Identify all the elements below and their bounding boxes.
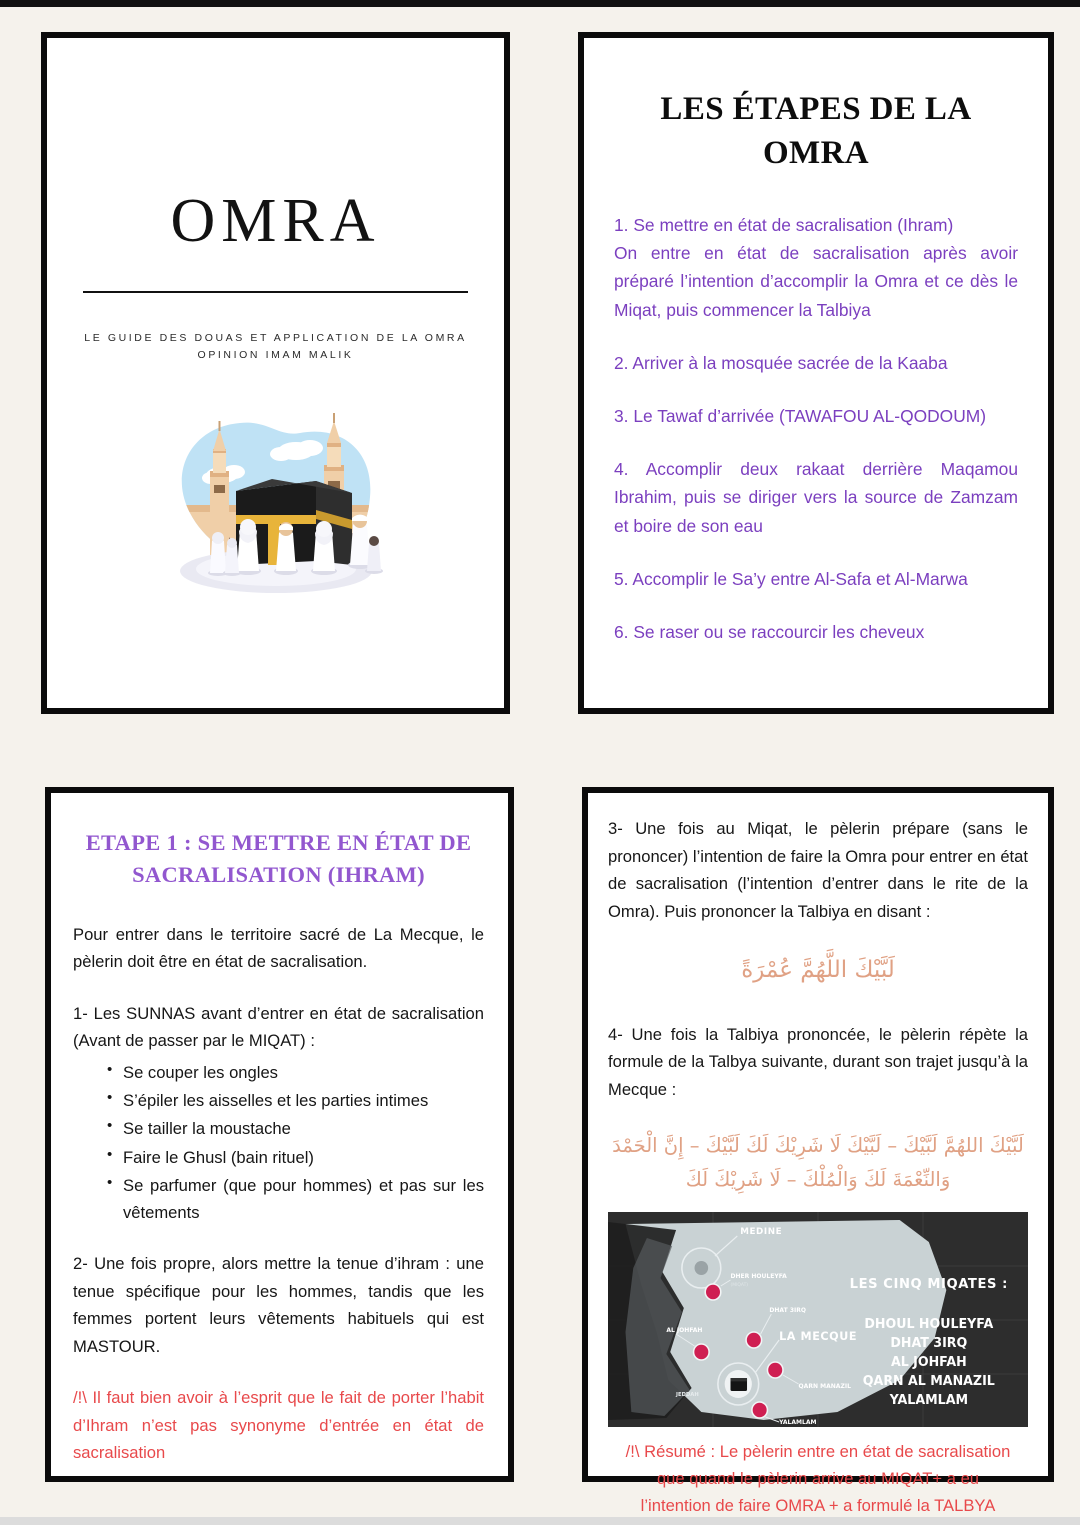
svg-text:LES CINQ MIQATES :: LES CINQ MIQATES : <box>849 1277 1008 1293</box>
step-item: 4. Accomplir deux rakaat derrière Maqamou Ibrahim, puis se diriger vers la source de Zamzam et boire de son eau <box>614 459 1018 536</box>
kaaba-pilgrims-icon <box>148 393 404 603</box>
miqat-summary-line-3: l’intention de faire OMRA + a formulé la TALBYA <box>640 1496 996 1516</box>
list-item: • Faire le Ghusl (bain rituel) <box>107 1144 484 1171</box>
step-item: 1. Se mettre en état de sacralisation (Ihram) On entre en état de sacralisation après avoir préparé l’intention d’accomplir la Omra et ce dès le Miqat, puis commencer la Talbiya <box>614 215 1018 320</box>
svg-text:YALAMLAM: YALAMLAM <box>779 1419 817 1427</box>
miqat-card <box>582 787 1054 1516</box>
svg-text:QARN MANAZIL: QARN MANAZIL <box>798 1383 851 1391</box>
sunnas-intro: 1- Les SUNNAS avant d’entrer en état de sacralisation (Avant de passer par le MIQAT) : <box>73 1003 484 1051</box>
svg-text:LA MECQUE: LA MECQUE <box>779 1329 858 1344</box>
svg-text:QARN AL MANAZIL: QARN AL MANAZIL <box>862 1374 995 1390</box>
steps-title: LES ÉTAPES DE LA OMRA <box>660 91 972 171</box>
steps-card <box>578 32 1054 714</box>
svg-text:DHER HOULEYFA: DHER HOULEYFA <box>730 1273 787 1281</box>
step-item: 6. Se raser ou se raccourcir les cheveux <box>614 621 925 642</box>
page-title: OMRA <box>170 187 381 255</box>
cover-subtitle-line-2: OPINION IMAM MALIK <box>197 349 354 362</box>
svg-text:JEDDAH: JEDDAH <box>676 1392 699 1399</box>
title-divider <box>83 291 468 293</box>
step-item: 5. Accomplir le Sa’y entre Al-Safa et Al-Marwa <box>614 568 968 589</box>
list-item: • Se couper les ongles <box>107 1059 484 1086</box>
page-top-strip <box>0 0 1080 7</box>
svg-text:(MIQAT): (MIQAT) <box>730 1283 749 1289</box>
cover-subtitle-line-1: LE GUIDE DES DOUAS ET APPLICATION DE LA OMRA <box>84 332 467 344</box>
arabic-talbiya-long <box>608 1129 1028 1196</box>
page-bottom-strip <box>0 1517 1080 1525</box>
svg-text:DHAT 3IRQ: DHAT 3IRQ <box>890 1336 968 1352</box>
svg-text:DHOUL HOULEYFA: DHOUL HOULEYFA <box>864 1317 994 1333</box>
svg-text:AL JOHFAH: AL JOHFAH <box>666 1327 703 1335</box>
list-item: • S’épiler les aisselles et les parties intimes <box>107 1087 484 1114</box>
list-item: • Se parfumer (que pour hommes) et pas sur les vêtements <box>107 1172 484 1226</box>
etape1-card <box>45 787 514 1482</box>
arabic-talbiya-short: لَبَّيْكَ اللَّهُمَّ عُمْرَةً <box>741 957 895 984</box>
sunnas-list <box>73 1059 484 1226</box>
miqat-summary-line-2: que quand le pèlerin arrive au MIQAT+ a eu <box>656 1469 980 1489</box>
svg-text:DHAT 3IRQ: DHAT 3IRQ <box>769 1307 807 1315</box>
miqat-summary-line-1: /!\ Résumé : Le pèlerin entre en état de sacralisation <box>625 1442 1011 1462</box>
step-item: 2. Arriver à la mosquée sacrée de la Kaaba <box>614 352 948 373</box>
cover-card <box>41 32 510 714</box>
miqates-map-image <box>608 1212 1028 1427</box>
arabic-talbiya-long-line-2: وَالنِّعْمَةَ لَكَ وَالْمُلْكَ – لَا شَرِيْكَ لَكَ <box>685 1167 951 1191</box>
etape1-warning: /!\ Il faut bien avoir à l’esprit que le fait de porter l’habit d’Ihram n’est pas synonyme d’entrée en état de sacralisation <box>73 1388 484 1463</box>
svg-text:AL JOHFAH: AL JOHFAH <box>890 1355 967 1371</box>
kaaba-illustration-wrap <box>83 393 468 603</box>
miqat-summary <box>608 1439 1028 1520</box>
svg-text:YALAMLAM: YALAMLAM <box>889 1393 969 1409</box>
step-item: 3. Le Tawaf d’arrivée (TAWAFOU AL-QODOUM) <box>614 406 987 427</box>
etape1-intro: Pour entrer dans le territoire sacré de La Mecque, le pèlerin doit être en état de sacralisation. <box>73 924 484 972</box>
cover-subtitle <box>83 330 468 365</box>
etape1-title: ETAPE 1 : SE METTRE EN ÉTAT DE SACRALISATION (IHRAM) <box>85 830 472 887</box>
etape1-point2: 2- Une fois propre, alors mettre la tenue d’ihram : une tenue spécifique pour les hommes, tandis que les femmes portent leurs vêtements habituels qui est MASTOUR. <box>73 1254 484 1356</box>
svg-text:MEDINE: MEDINE <box>740 1227 783 1238</box>
miqat-point4: 4- Une fois la Talbiya prononcée, le pèlerin répète la formule de la Talbya suivante, durant son trajet jusqu’à la Mecque : <box>608 1024 1028 1099</box>
miqat-point3: 3- Une fois au Miqat, le pèlerin prépare (sans le prononcer) l’intention de faire la Omra pour entrer en état de sacralisation (l’intention d’entrer dans le rite de la Omra). Puis prononcer la Talbiya en disant : <box>608 819 1028 921</box>
arabic-talbiya-long-line-1: لَبَّيْكَ اللهُمَّ لَبَّيْكَ – لَبَّيْكَ لَا شَرِيْكَ لَكَ لَبَّيْكَ – إِنَّ الْحَمْدَ <box>612 1134 1024 1158</box>
list-item: • Se tailler la moustache <box>107 1115 484 1142</box>
miqates-map-graphic <box>608 1212 1028 1427</box>
steps-list <box>614 211 1018 646</box>
